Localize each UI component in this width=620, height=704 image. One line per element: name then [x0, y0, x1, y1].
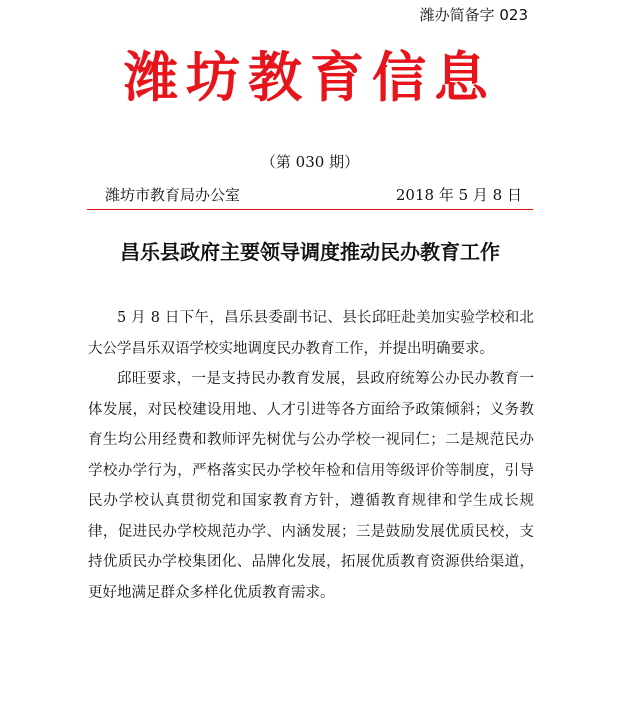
issue-date: 2018 年 5 月 8 日 — [395, 186, 522, 204]
article-body — [88, 303, 534, 608]
article-paragraph-1: 5 月 8 日下午，昌乐县委副书记、县长邱旺赴美加实验学校和北大公学昌乐双语学校实地调度民办教育工作，并提出明确要求。 — [88, 310, 534, 357]
cut-off-next-line — [88, 690, 534, 704]
masthead-title: 潍坊教育信息 — [124, 45, 496, 109]
issue-number: （第 030 期） — [260, 153, 360, 171]
article-title: 昌乐县政府主要领导调度推动民办教育工作 — [120, 240, 500, 264]
article-paragraph-2: 邱旺要求，一是支持民办教育发展，县政府统筹公办民办教育一体发展，对民校建设用地、人才引进等各方面给予政策倾斜；义务教育生均公用经费和教师评先树优与公办学校一视同仁；二是规范民办学校办学行为，严格落实民办学校年检和信用等级评价等制度，引导民办学校认真贯彻党和国家教育方针，遵循教育规律和学生成长规律，促进民办学校规范办学、内涵发展；三是鼓励发展优质民校，支持优质民办学校集团化、品牌化发展，拓展优质教育资源供给渠道，更好地满足群众多样化优质教育需求。 — [88, 371, 534, 601]
document-number: 潍办简备字 023 — [419, 6, 528, 24]
red-divider-rule — [87, 209, 533, 210]
issuing-office: 潍坊市教育局办公室 — [105, 186, 241, 204]
